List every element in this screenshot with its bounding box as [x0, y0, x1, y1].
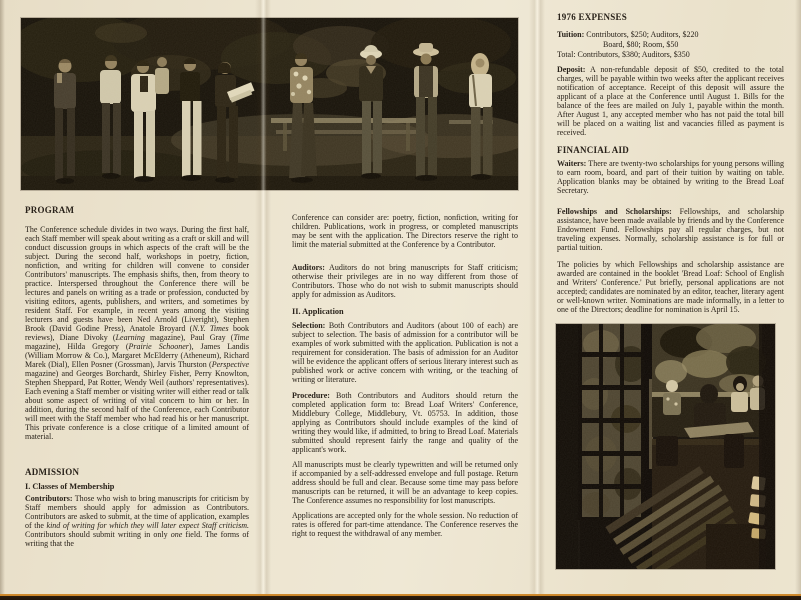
figure-background-person — [155, 57, 169, 94]
porch-photo-art — [556, 324, 775, 569]
manuscripts-paragraph: All manuscripts must be clearly typewritten and will be returned only if accompanied by a self-addressed envelope and full postage. Return address should be full and clear. Because some time may pass before manuscripts can be returned, it will be an advantage to keep copies. The Conference assumes no responsibility for lost manuscripts. — [292, 459, 518, 505]
contributors-paragraph: Contributors: Those who wish to bring manuscripts for criticism by Staff members should apply for admission as Contributors. Contributors are asked to submit, at the time of application, examples of the kind of writing for which they will later expect Staff criticism. Contributors should submit writing in only one field. The forms of writing that the — [25, 493, 250, 548]
deposit-paragraph: Deposit: A non-refundable deposit of $50, credited to the total charges, will be payable within two weeks after the applicant receives notification of acceptance. Receipt of this deposit will assure the applicant of a place at the Conference until August 1. Bills for the balance of the fees are mailed on July 1, payable within the month. After August 1, any accepted member who has not paid the total bill will be placed on a waiting list and vacancies filled as payment is received. — [557, 65, 784, 137]
program-paragraph: The Conference schedule divides in two ways. During the first half, each Staff member will speak about writing as a craft or skill and will conduct discussion groups in which aspects of the craft will be the subject. During the second half, workshops in poetry, fiction, nonfiction, and writing for children will convene to consider Contributors' manuscripts. The emphasis shifts, then, from theory to practice. Interspersed throughout the Conference there will be lectures and panels on writing as a trade or profession, conducted by visiting editors, agents, publishers, and writers, and sometimes by resident Staff. For example, in recent years among the visiting lecturers and guests have been Ned Arnold (Liveright), Stephen Brook (David Godine Press), Anatole Broyard (N.Y. Times book reviews), Diane Divoky (Learning magazine), Paul Gray (Time magazine), Hilda Gregory (Prairie Schooner), James Landis (William Morrow & Co.), Margaret McElderry (Atheneum), Richard Marek (Dial), Ellen Posner (Grossman), Jarvis Thurston (Perspective magazine) and Georges Borchardt, Shirley Fisher, Perry Knowlton, Stephen Sheppard, Pat Rotter, Wendy Weil (authors' representatives). Each evening a Staff member or visiting writer will either read or talk about some aspect of writing of vital concern to him or her. In addition, during the second half of the Conference, each Contributor will meet with the Staff member who had read his or her manuscript. This private conference is a close critique of a limited amount of material. — [25, 225, 249, 441]
fold-crease-right — [529, 0, 545, 594]
forms-paragraph: Conference can consider are: poetry, fiction, nonfiction, writing for children. Publications, work in progress, or completed manuscripts may be sent with the application. The Directors reserve the right to limit the material submitted at the Conference by a Contributor. — [292, 213, 518, 249]
lawn-group-photo — [21, 18, 518, 190]
tuition-line-3: Total: Contributors, $380; Auditors, $350 — [557, 50, 690, 59]
middle-column — [292, 213, 518, 538]
financial-aid-heading: FINANCIAL AID — [557, 145, 630, 155]
scan-edge-bottom — [0, 594, 801, 600]
tuition-line-1: Tuition: Contributors, $250; Auditors, $220 — [557, 30, 699, 39]
porch-photo — [556, 324, 775, 569]
policies-paragraph: The policies by which Fellowships and scholarship assistance are awarded are contained in the booklet 'Bread Loaf: School of English and Writers' Conference.' Put briefly, personal applications are not accepted; candidates are nominated by an editor, teacher, literary agent or well-known writer. Nominations are made informally, in a letter to one of the Directors; deadline for nomination is April 15. — [557, 260, 784, 314]
application-subheading: II. Application — [292, 307, 344, 316]
expenses-heading: 1976 EXPENSES — [557, 12, 628, 22]
waiters-paragraph: Waiters: There are twenty-two scholarships for young persons willing to earn room, board, and part of their tuition by waiting on table. Application blanks may be obtained by writing to the Bread Loaf Secretary. — [557, 159, 784, 195]
selection-paragraph: Selection: Both Contributors and Auditors (about 100 of each) are subject to selection. The basis of admission for a contributor will be examples of work submitted with the application. Publication is not a requirement for consideration. The basis of admission for an Auditor will be evidence the applicant offers of serious literary interest such as published work or active concern with writing, or the teaching of writing or literature. — [292, 320, 518, 384]
fellowships-paragraph: Fellowships and Scholarships: Fellowships, and scholarship assistance, have been made available by friends and by the Conference Endowment Fund. Fellowships pay all regular charges, but not traveling expenses. Normally, scholarship assistance is for full or partial tuition. — [557, 207, 785, 252]
procedure-paragraph: Procedure: Both Contributors and Auditors should return the completed application form to: Bread Loaf Writers' Conference, Middlebury College, Middlebury, Vt. 05753. In addition, those applying as Contributors should include examples of the kind of writing they would like, if admitted, to bring to Bread Loaf. Materials submitted should represent fairly the range and quality of the applicant's work. — [292, 390, 518, 454]
program-heading: PROGRAM — [25, 205, 75, 215]
tuition-block — [557, 30, 784, 60]
left-column — [25, 205, 249, 548]
photo-background — [21, 18, 518, 190]
scan-edge-right — [795, 0, 801, 600]
auditors-paragraph: Auditors: Auditors do not bring manuscripts for Staff criticism; otherwise their privileges are in no way different from those of Contributors. Those who do not wish to submit manuscripts should apply for admission as Auditors. — [292, 263, 518, 299]
scan-edge-left — [0, 0, 5, 600]
right-column — [557, 12, 784, 314]
membership-subheading: I. Classes of Membership — [25, 482, 115, 491]
lawn-group-photo-art — [21, 18, 518, 190]
tuition-line-2: Board, $80; Room, $50 — [603, 40, 679, 49]
french-door — [556, 324, 653, 569]
applications-paragraph: Applications are accepted only for the whole session. No reduction of rates is offered for part-time attendance. The Conference reserves the right to request the withdrawal of any member. — [292, 510, 518, 538]
admission-heading: ADMISSION — [25, 467, 80, 477]
